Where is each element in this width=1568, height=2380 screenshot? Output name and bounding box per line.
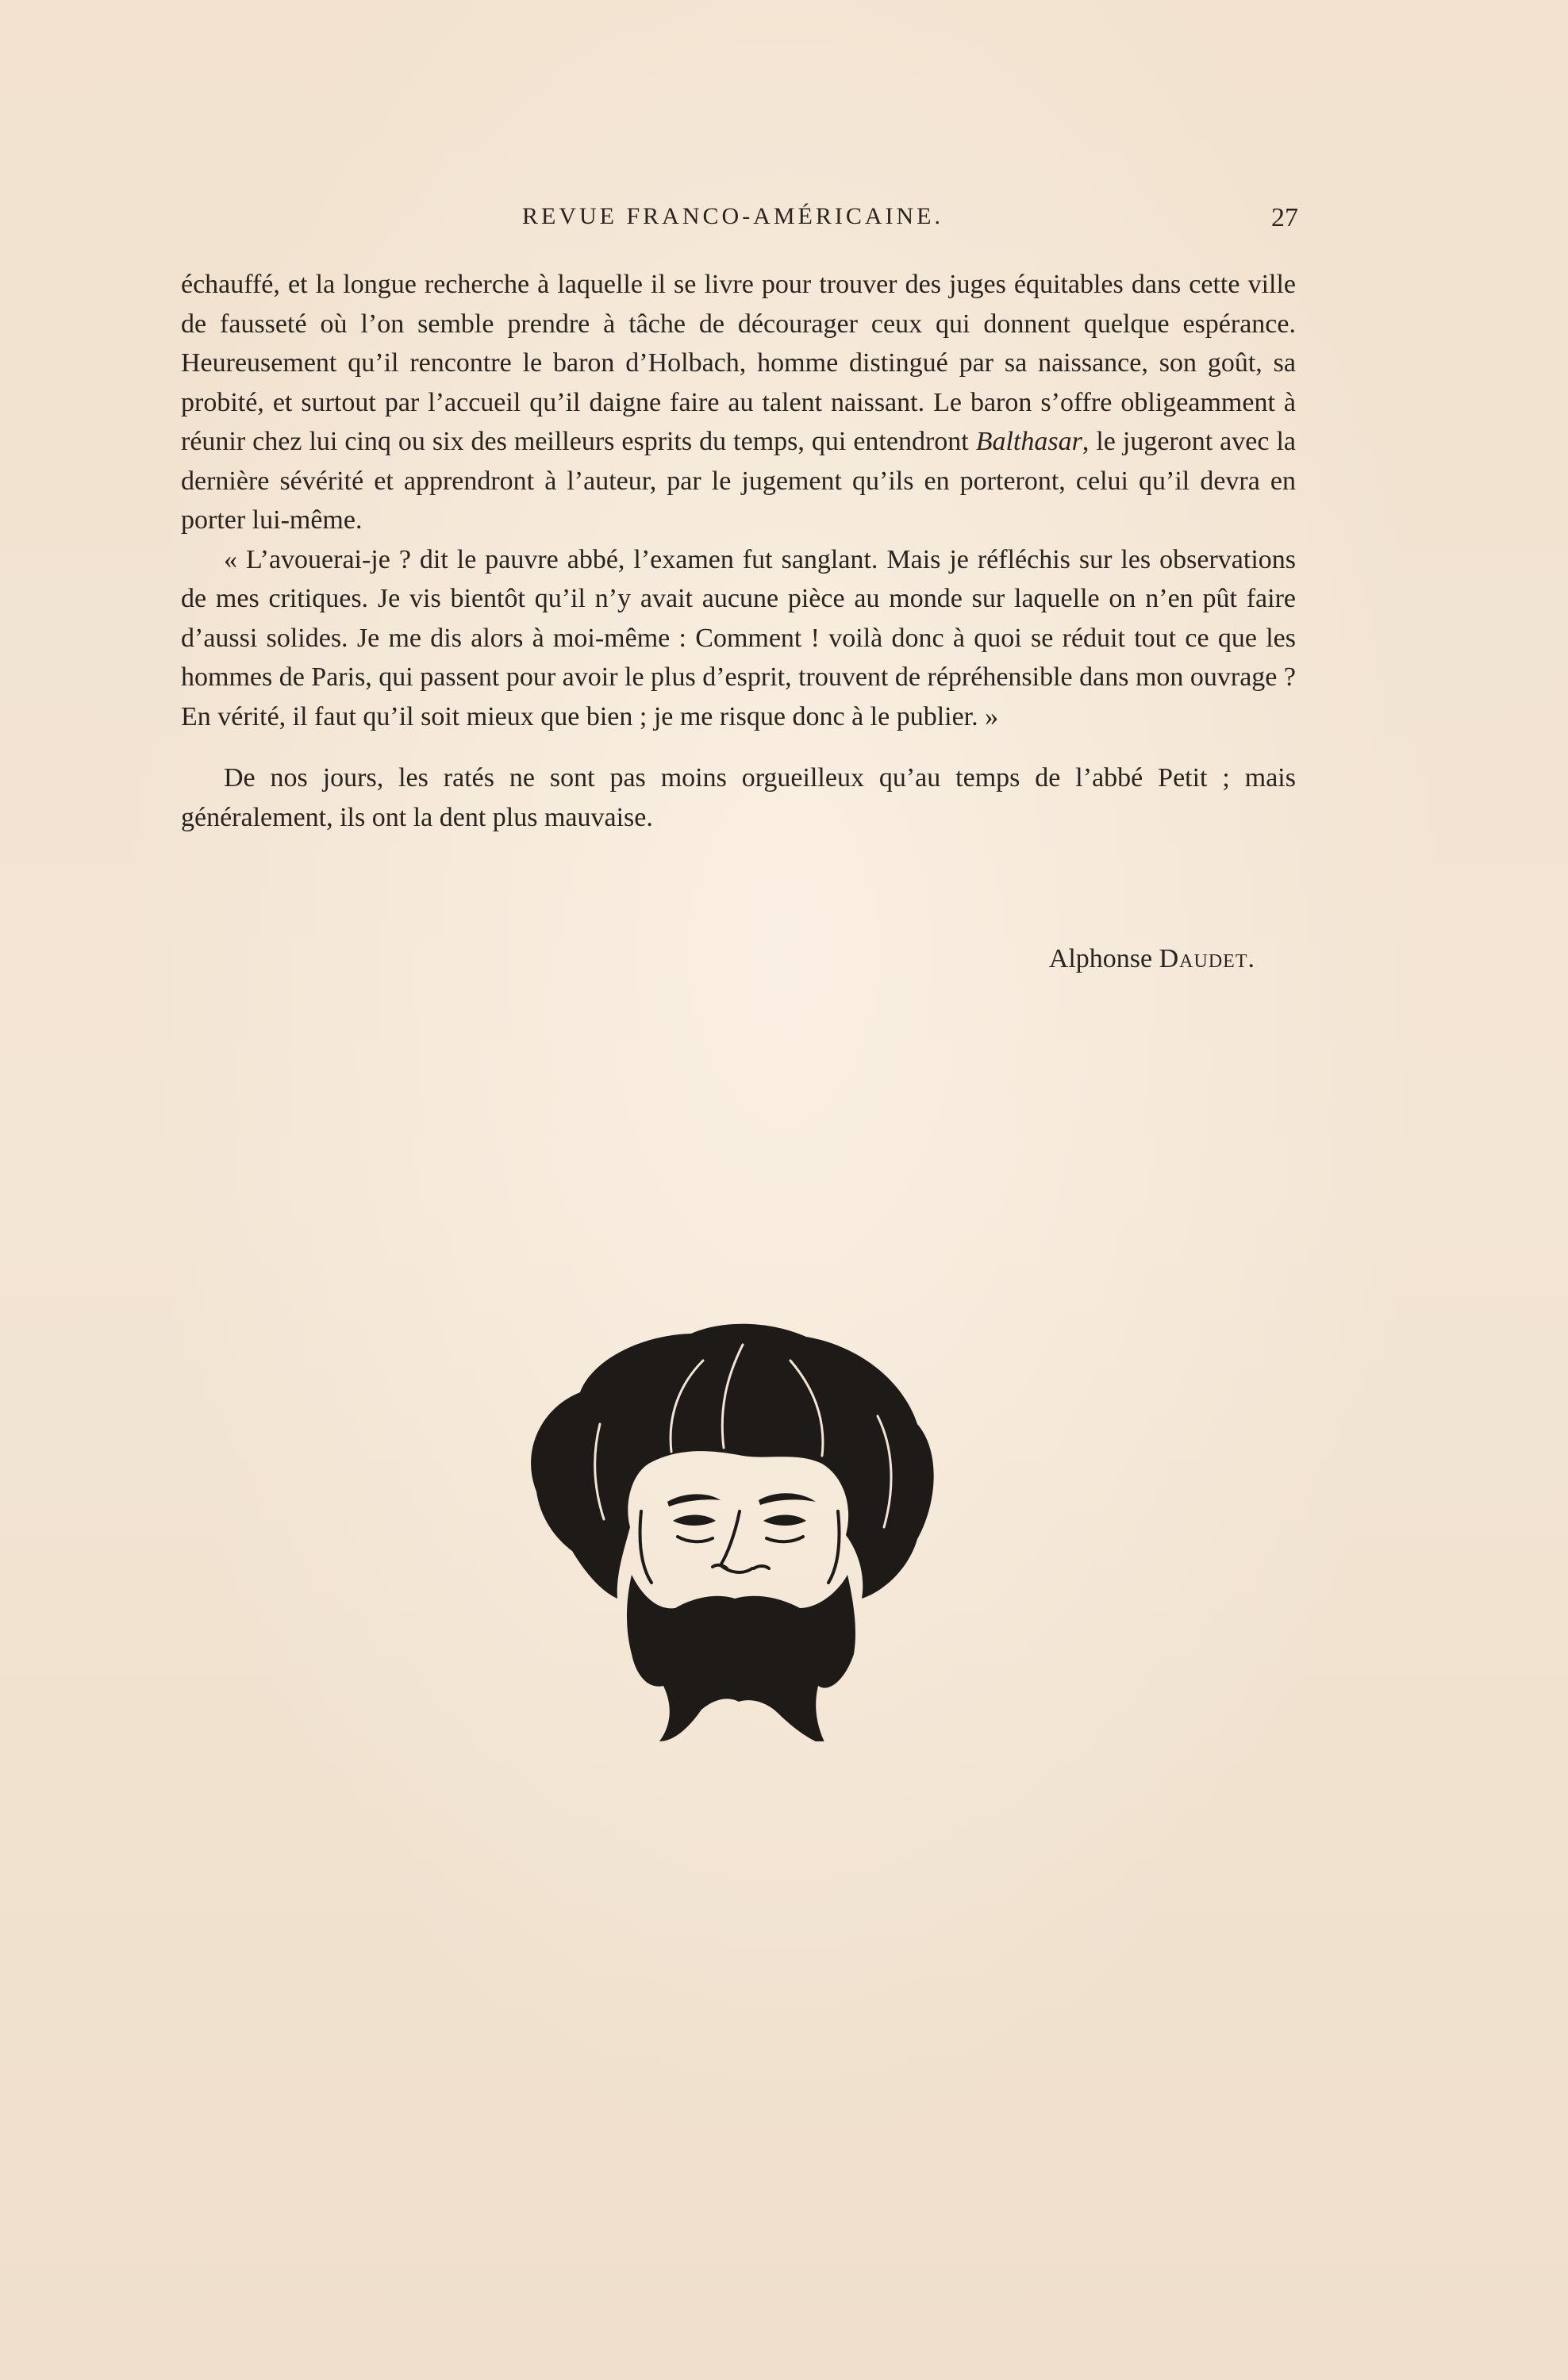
right-under-eye bbox=[767, 1537, 803, 1541]
right-eye bbox=[763, 1515, 806, 1526]
left-under-eye bbox=[678, 1537, 713, 1541]
page-header bbox=[178, 203, 1298, 241]
author-signature bbox=[1049, 944, 1255, 974]
nostril-left bbox=[713, 1565, 727, 1568]
paragraph-1-text-b: , le jugeront avec la dernière sévérité et apprendront à l’auteur, par le jugement qu’ils en porteront, celui qu’il devra en porter lui-même. bbox=[181, 427, 1296, 535]
paragraph-3: De nos jours, les ratés ne sont pas moins orgueilleux qu’au temps de l’abbé Petit ; mais généralement, ils ont la dent plus mauvaise. bbox=[181, 763, 1296, 832]
article-body bbox=[181, 265, 1296, 837]
author-last-name: Daudet. bbox=[1159, 944, 1255, 973]
beard-shape bbox=[627, 1575, 855, 1741]
face-outline-left bbox=[640, 1511, 651, 1583]
author-first-name: Alphonse bbox=[1048, 944, 1153, 973]
nostril-right bbox=[754, 1566, 769, 1568]
play-title-balthasar: Balthasar bbox=[975, 427, 1082, 456]
face-outline-right bbox=[828, 1511, 840, 1583]
nose-line bbox=[721, 1511, 752, 1572]
portrait-drawing bbox=[505, 1313, 949, 1741]
page-number: 27 bbox=[1271, 203, 1298, 232]
paragraph-2: « L’avouerai-je ? dit le pauvre abbé, l’examen fut sanglant. Mais je réfléchis sur les observations de mes critiques. Je vis bientôt qu’il n’y avait aucune pièce au monde sur laquelle on n’en pût faire d’aussi solides. Je me dis alors à moi-même : Comment ! voilà donc à quoi se réduit tout ce que les hommes de Paris, qui passent pour avoir le plus d’esprit, trouvent de répréhensible dans mon ouvrage ? En vérité, il faut qu’il soit mieux que bien ; je me risque donc à le publier. » bbox=[181, 544, 1296, 731]
right-eyebrow bbox=[759, 1493, 816, 1505]
author-portrait-illustration bbox=[505, 1313, 949, 1741]
running-title: REVUE FRANCO-AMÉRICAINE. bbox=[522, 203, 943, 229]
hair-shape bbox=[531, 1324, 934, 1599]
paragraph-1 bbox=[181, 265, 1296, 540]
paragraph-1-text-a: échauffé, et la longue recherche à laquelle il se livre pour trouver des juges équitables dans cette ville de fausseté où l’on semble prendre à tâche de décourager ceux qui donnent quelque espérance. Heureusement qu’il rencontre le baron d’Holbach, homme distingué par sa naissance, son goût, sa probité, et surtout par l’accueil qu’il daigne faire au talent naissant. Le baron s’offre obligeamment à réunir chez lui cinq ou six des meilleurs esprits du temps, qui entendront bbox=[181, 270, 1296, 456]
left-eyebrow bbox=[667, 1494, 721, 1507]
left-eye bbox=[673, 1515, 716, 1526]
